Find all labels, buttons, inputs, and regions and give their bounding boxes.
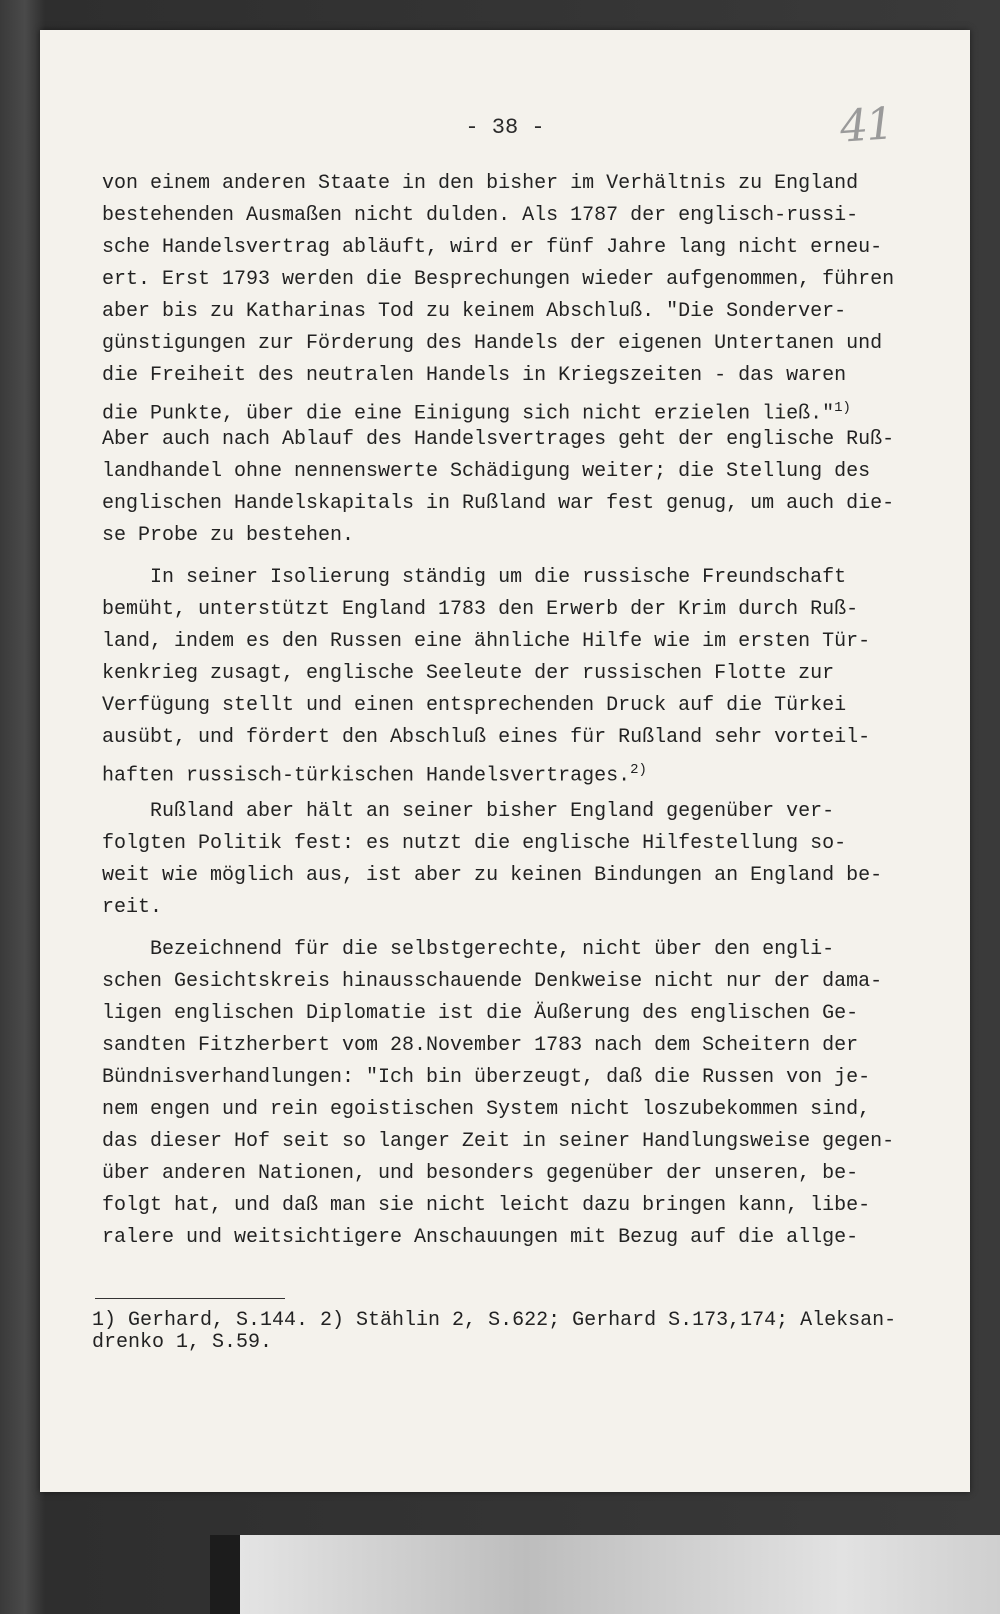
footnotes [92,1310,896,1354]
text-line: das dieser Hof seit so langer Zeit in seiner Handlungsweise gegen- [102,1130,895,1153]
text-line: Verfügung stellt und einen entsprechenden Druck auf die Türkei [102,694,847,717]
text-line: ralere und weitsichtigere Anschauungen mit Bezug auf die allge- [102,1226,859,1249]
text-line: von einem anderen Staate in den bisher im Verhältnis zu England [102,172,859,195]
document-page [40,30,970,1492]
text-line: die Punkte, über die eine Einigung sich nicht erzielen ließ." [102,402,835,426]
text-line: bestehenden Ausmaßen nicht dulden. Als 1787 der englisch-russi- [102,204,859,227]
text-line: aber bis zu Katharinas Tod zu keinem Abschluß. "Die Sonderver- [102,300,847,323]
text-line: kenkrieg zusagt, englische Seeleute der russischen Flotte zur [102,662,835,685]
text-line: landhandel ohne nennenswerte Schädigung weiter; die Stellung des [102,460,871,483]
text-line: reit. [102,896,163,919]
body-text [102,168,972,1254]
text-line: folgt hat, und daß man sie nicht leicht dazu bringen kann, libe- [102,1194,871,1217]
footnote-reference: 2) [630,762,647,778]
text-line: In seiner Isolierung ständig um die russische Freundschaft [102,566,847,589]
text-line: über anderen Nationen, und besonders gegenüber der unseren, be- [102,1162,859,1185]
text-line: Rußland aber hält an seiner bisher England gegenüber ver- [102,800,835,823]
text-line: ausübt, und fördert den Abschluß eines für Rußland sehr vorteil- [102,726,871,749]
text-line: sche Handelsvertrag abläuft, wird er fünf Jahre lang nicht erneu- [102,236,883,259]
text-line: die Freiheit des neutralen Handels in Kriegszeiten - das waren [102,364,847,387]
paragraph-4 [102,934,972,1254]
footnote-divider [95,1298,285,1299]
text-line: schen Gesichtskreis hinausschauende Denkweise nicht nur der dama- [102,970,883,993]
text-line: weit wie möglich aus, ist aber zu keinen Bindungen an England be- [102,864,883,887]
text-line: haften russisch-türkischen Handelsvertrages. [102,764,631,788]
text-line: land, indem es den Russen eine ähnliche Hilfe wie im ersten Tür- [102,630,871,653]
paragraph-3 [102,796,972,924]
text-line-with-note [102,392,972,424]
text-line: Bündnisverhandlungen: "Ich bin überzeugt, daß die Russen von je- [102,1066,871,1089]
text-line: englischen Handelskapitals in Rußland war fest genug, um auch die- [102,492,895,515]
page-number: - 38 - [465,115,545,140]
handwritten-folio-number: 41 [838,98,894,153]
paragraph-1 [102,168,972,552]
text-line: bemüht, unterstützt England 1783 den Erwerb der Krim durch Ruß- [102,598,859,621]
footnote-reference: 1) [834,400,851,416]
text-line: sandten Fitzherbert vom 28.November 1783 nach dem Scheitern der [102,1034,859,1057]
text-line-with-note [102,754,972,786]
footnote-line: drenko 1, S.59. [92,1331,273,1354]
text-line: se Probe zu bestehen. [102,524,355,547]
calibration-dark-patch [210,1535,240,1614]
text-line: Aber auch nach Ablauf des Handelsvertrages geht der englische Ruß- [102,428,895,451]
text-line: günstigungen zur Förderung des Handels der eigenen Untertanen und [102,332,883,355]
scan-calibration-strip [210,1535,1000,1614]
footnote-line: 1) Gerhard, S.144. 2) Stählin 2, S.622; Gerhard S.173,174; Aleksan- [92,1309,897,1332]
text-line: ligen englischen Diplomatie ist die Äußerung des englischen Ge- [102,1002,859,1025]
text-line: Bezeichnend für die selbstgerechte, nicht über den engli- [102,938,835,961]
text-line: nem engen und rein egoistischen System nicht loszubekommen sind, [102,1098,871,1121]
text-line: folgten Politik fest: es nutzt die englische Hilfestellung so- [102,832,847,855]
text-line: ert. Erst 1793 werden die Besprechungen wieder aufgenommen, führen [102,268,895,291]
paragraph-2 [102,562,972,786]
